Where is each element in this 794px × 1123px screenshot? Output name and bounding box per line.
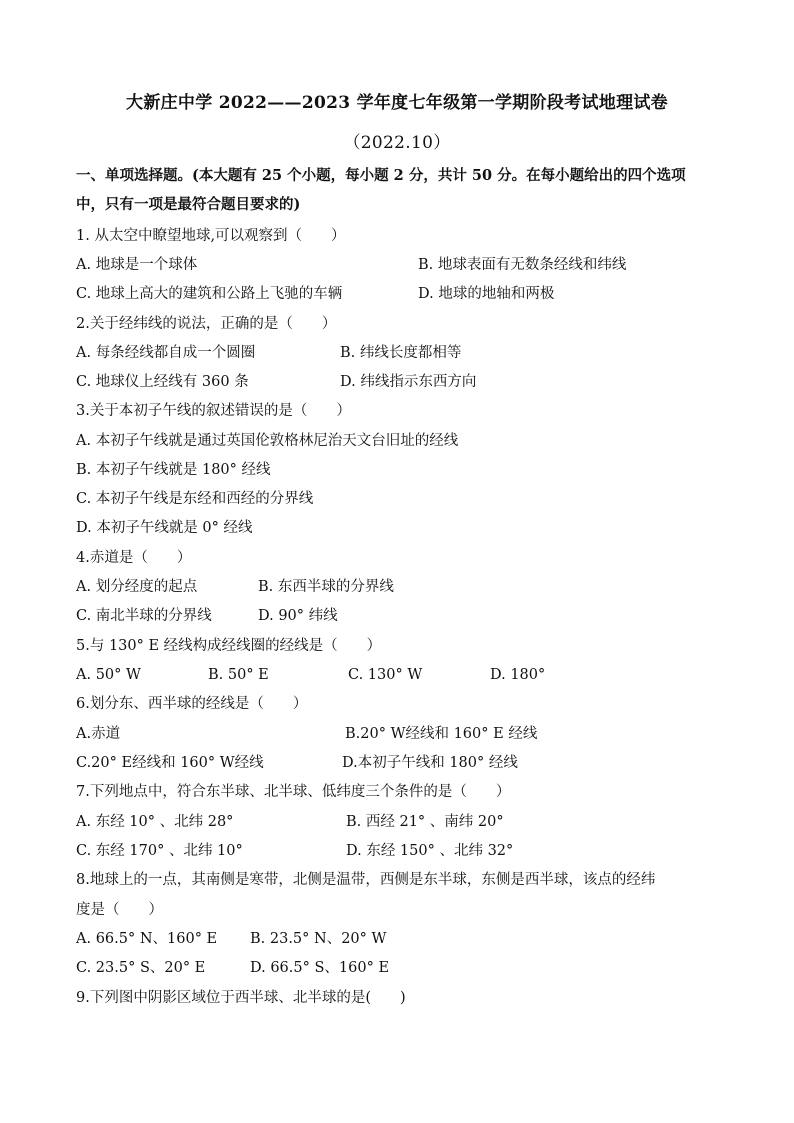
question-1-option-b: B. 地球表面有无数条经线和纬线 [418, 257, 627, 273]
question-8-stem-line2: 度是（ ） [76, 902, 163, 918]
question-6-stem: 6.划分东、西半球的经线是（ ） [76, 696, 308, 712]
question-8-stem-line1: 8.地球上的一点，其南侧是寒带，北侧是温带，西侧是东半球，东侧是西半球，该点的经纬 [76, 872, 656, 888]
question-4-stem: 4.赤道是（ ） [76, 550, 192, 566]
section-heading-line2: 中，只有一项是最符合题目要求的) [76, 196, 301, 213]
question-2-stem: 2.关于经纬线的说法，正确的是（ ） [76, 316, 337, 332]
question-5-option-b: B. 50° E [208, 667, 269, 683]
question-5-option-d: D. 180° [490, 667, 546, 683]
question-1-stem: 1. 从太空中瞭望地球,可以观察到（ ） [76, 228, 346, 244]
question-2-option-c: C. 地球仪上经线有 360 条 [76, 374, 249, 390]
question-9-stem: 9.下列图中阴影区域位于西半球、北半球的是( ) [76, 990, 406, 1006]
question-6-option-c: C.20° E经线和 160° W经线 [76, 755, 264, 771]
question-4-option-a: A. 划分经度的起点 [76, 579, 198, 595]
question-7-option-d: D. 东经 150° 、北纬 32° [346, 843, 514, 859]
question-3-option-b: B. 本初子午线就是 180° 经线 [76, 462, 271, 478]
question-7-stem: 7.下列地点中，符合东半球、北半球、低纬度三个条件的是（ ） [76, 784, 511, 800]
exam-date: （2022.10） [343, 133, 451, 153]
question-3-stem: 3.关于本初子午线的叙述错误的是（ ） [76, 403, 351, 419]
question-1-option-c: C. 地球上高大的建筑和公路上飞驰的车辆 [76, 286, 343, 302]
question-4-option-b: B. 东西半球的分界线 [258, 579, 394, 595]
exam-title: 大新庄中学 2022——2023 学年度七年级第一学期阶段考试地理试卷 [126, 93, 668, 113]
question-6-option-a: A.赤道 [76, 726, 121, 742]
question-7-option-c: C. 东经 170° 、北纬 10° [76, 843, 243, 859]
question-2-option-d: D. 纬线指示东西方向 [340, 374, 477, 390]
question-7-option-a: A. 东经 10° 、北纬 28° [76, 814, 234, 830]
question-3-option-a: A. 本初子午线就是通过英国伦敦格林尼治天文台旧址的经线 [76, 433, 459, 449]
question-8-option-c: C. 23.5° S、20° E [76, 960, 206, 976]
question-7-option-b: B. 西经 21° 、南纬 20° [346, 814, 504, 830]
question-1-option-a: A. 地球是一个球体 [76, 257, 198, 273]
question-6-option-d: D.本初子午线和 180° 经线 [342, 755, 518, 771]
section-heading-line1: 一、单项选择题。(本大题有 25 个小题，每小题 2 分，共计 50 分。在每小题给出的四个选项 [76, 167, 686, 184]
question-5-option-c: C. 130° W [348, 667, 423, 683]
question-1-option-d: D. 地球的地轴和两极 [418, 286, 555, 302]
question-5-stem: 5.与 130° E 经线构成经线圈的经线是（ ） [76, 638, 382, 654]
question-8-option-d: D. 66.5° S、160° E [250, 960, 390, 976]
question-5-option-a: A. 50° W [76, 667, 141, 683]
question-2-option-a: A. 每条经线都自成一个圆圈 [76, 345, 256, 361]
question-8-option-a: A. 66.5° N、160° E [76, 931, 218, 947]
question-2-option-b: B. 纬线长度都相等 [340, 345, 462, 361]
question-6-option-b: B.20° W经线和 160° E 经线 [345, 726, 538, 742]
question-3-option-d: D. 本初子午线就是 0° 经线 [76, 520, 253, 536]
question-8-option-b: B. 23.5° N、20° W [250, 931, 387, 947]
question-3-option-c: C. 本初子午线是东经和西经的分界线 [76, 491, 314, 507]
question-4-option-d: D. 90° 纬线 [258, 608, 338, 624]
question-4-option-c: C. 南北半球的分界线 [76, 608, 212, 624]
